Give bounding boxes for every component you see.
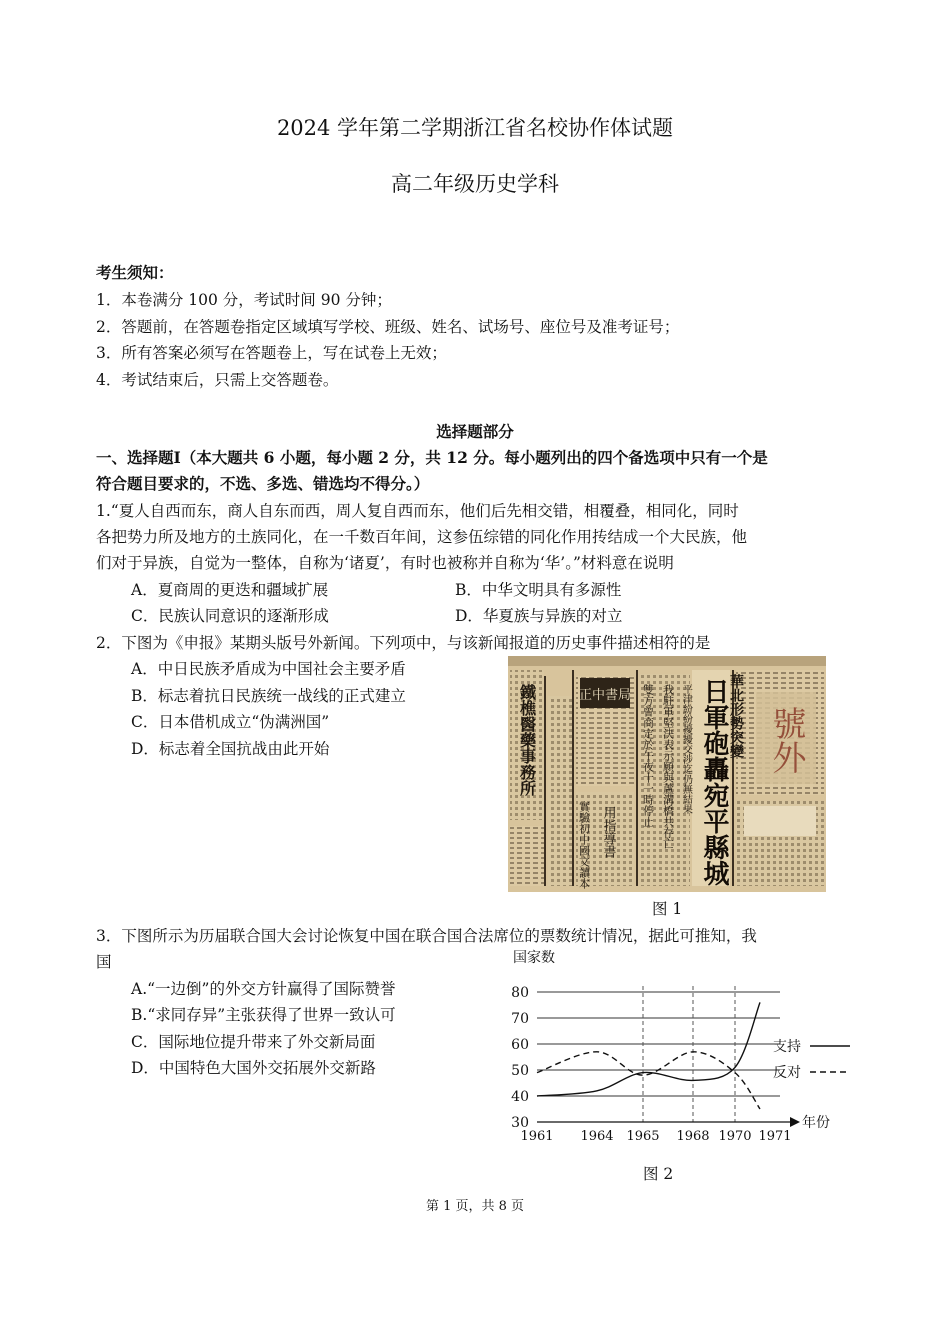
exam-title: 2024 学年第二学期浙江省名校协作体试题 bbox=[276, 116, 674, 140]
headline-top: 華北形勢突變 bbox=[728, 674, 744, 758]
x-axis-label: 年份 bbox=[802, 1115, 830, 1131]
q1-stem: 们对于异族，自觉为一整体，自称为‘诸夏’，有时也被称并自称为‘华’。”材料意在说明 bbox=[96, 554, 674, 572]
side-ad: 鐵樵醫藥事務所 bbox=[517, 684, 537, 796]
votes-chart bbox=[505, 942, 855, 1147]
legend-label: 支持 bbox=[773, 1039, 801, 1055]
banner-text: 正中書局 bbox=[578, 688, 632, 703]
q3-option-d: D．中国特色大国外交拓展外交新路 bbox=[131, 1059, 376, 1077]
q1-stem: 各把势力所及地方的土族同化，在一千数百年间，这参伍综错的同化作用抟结成一个大民族，他 bbox=[96, 528, 748, 546]
figure-2-caption: 图 2 bbox=[643, 1165, 674, 1183]
column-left: 實驗初中國文讀本 bbox=[577, 801, 591, 889]
q3-option-b: B.“求同存异”主张获得了世界一致认可 bbox=[131, 1006, 396, 1024]
y-tick-label: 30 bbox=[511, 1115, 529, 1131]
q2-option-b: B．标志着抗日民族统一战线的正式建立 bbox=[131, 687, 406, 705]
q2-stem: 2．下图为《申报》某期头版号外新闻。下列项中，与该新闻报道的历史事件描述相符的是 bbox=[96, 634, 711, 652]
legend-label: 反对 bbox=[773, 1065, 801, 1081]
exam-subtitle: 高二年级历史学科 bbox=[391, 172, 559, 196]
q3-stem: 3．下图所示为历届联合国大会讨论恢复中国在联合国合法席位的票数统计情况，据此可推知，我 bbox=[96, 927, 757, 945]
y-tick-label: 40 bbox=[511, 1089, 529, 1105]
series-line-反对 bbox=[537, 1052, 760, 1109]
sub-column-1: 雙方曾商定於午夜十一時停止 bbox=[641, 684, 655, 827]
q1-option-a: A．夏商周的更迭和疆域扩展 bbox=[131, 581, 329, 599]
notice-heading: 考生须知： bbox=[96, 263, 174, 282]
x-axis-arrow bbox=[790, 1117, 800, 1127]
chart-grid bbox=[537, 986, 780, 1122]
y-tick-label: 70 bbox=[511, 1011, 529, 1027]
x-tick-label: 1964 bbox=[580, 1129, 614, 1144]
q1-stem: 1.“夏人自西而东，商人自东而西，周人复自西而东，他们后先相交错，相覆叠，相同化，同时 bbox=[96, 502, 739, 520]
x-tick-label: 1971 bbox=[758, 1129, 792, 1144]
q1-option-d: D．华夏族与异族的对立 bbox=[455, 607, 623, 625]
y-tick-label: 50 bbox=[511, 1063, 529, 1079]
page-footer: 第 1 页，共 8 页 bbox=[425, 1199, 525, 1214]
section-instruction: 一、选择题Ⅰ（本大题共 6 小题，每小题 2 分，共 12 分。每小题列出的四个备选项中只有一个是 bbox=[96, 448, 768, 467]
chart-labels bbox=[511, 949, 850, 1144]
stamp-text: 號外 bbox=[766, 706, 806, 774]
notice-item: 1．本卷满分 100 分，考试时间 90 分钟； bbox=[96, 291, 392, 309]
q3-option-c: C．国际地位提升带来了外交新局面 bbox=[131, 1033, 376, 1051]
newspaper-image bbox=[508, 656, 826, 892]
q2-option-d: D．标志着全国抗战由此开始 bbox=[131, 740, 330, 758]
chart-axes bbox=[537, 1117, 800, 1127]
q3-stem: 国 bbox=[96, 953, 112, 971]
q1-option-b: B．中华文明具有多源性 bbox=[455, 581, 622, 599]
section-title: 选择题部分 bbox=[436, 422, 514, 441]
notice-item: 2．答题前，在答题卷指定区域填写学校、班级、姓名、试场号、座位号及准考证号； bbox=[96, 318, 680, 336]
notice-item: 4．考试结束后，只需上交答题卷。 bbox=[96, 371, 339, 389]
x-tick-label: 1970 bbox=[718, 1129, 752, 1144]
figure-1-caption: 图 1 bbox=[652, 900, 683, 918]
headline-main: 日軍砲轟宛平縣城 bbox=[699, 678, 729, 886]
notice-item: 3．所有答案必须写在答题卷上，写在试卷上无效； bbox=[96, 344, 447, 362]
q2-option-c: C．日本借机成立“伪满洲国” bbox=[131, 713, 330, 731]
y-tick-label: 80 bbox=[511, 985, 529, 1001]
sub-column-3: 平津紛紛擾擾交涉迄仍無結果 bbox=[680, 684, 692, 814]
x-tick-label: 1961 bbox=[520, 1129, 554, 1144]
y-tick-label: 60 bbox=[511, 1037, 529, 1053]
series-line-支持 bbox=[537, 1002, 760, 1096]
side-ad-text bbox=[518, 683, 537, 797]
x-tick-label: 1965 bbox=[626, 1129, 660, 1144]
q3-option-a: A.“一边倒”的外交方针赢得了国际赞誉 bbox=[131, 980, 396, 998]
y-axis-label: 国家数 bbox=[513, 950, 555, 966]
column-guide: 用指導書 bbox=[600, 806, 616, 858]
sub-column-2: 我駐軍堅決表示願與蘆溝橋共存亡 bbox=[661, 684, 675, 849]
q1-option-c: C．民族认同意识的逐渐形成 bbox=[131, 607, 329, 625]
q2-option-a: A．中日民族矛盾成为中国社会主要矛盾 bbox=[131, 660, 406, 678]
x-tick-label: 1968 bbox=[676, 1129, 710, 1144]
section-instruction: 符合题目要求的，不选、多选、错选均不得分。） bbox=[96, 474, 430, 493]
